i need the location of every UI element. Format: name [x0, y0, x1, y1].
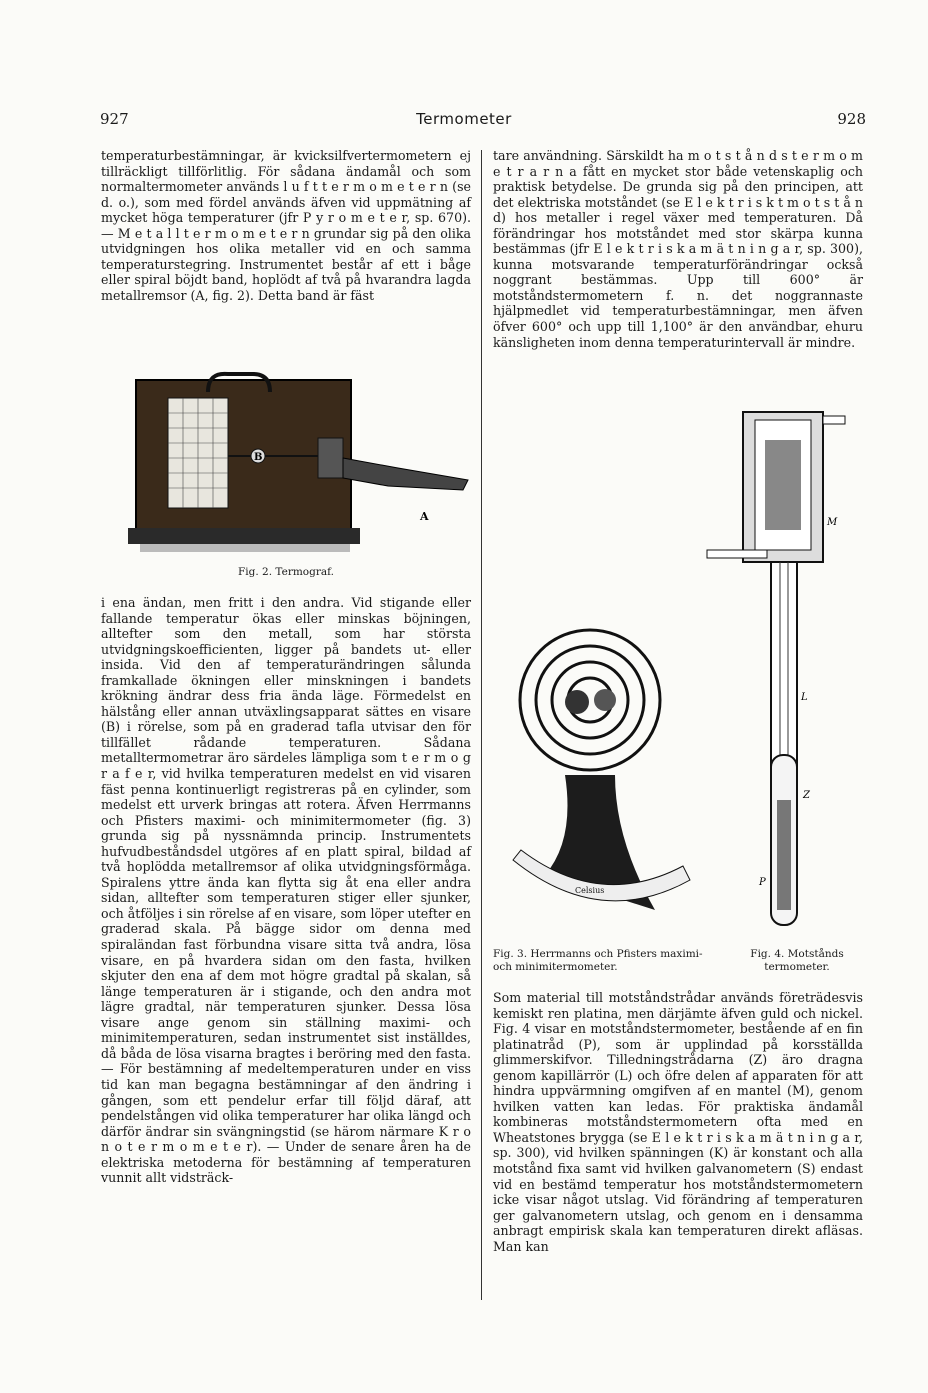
column-1-bottom: [101, 595, 471, 1186]
spiral-thermometer-figure: [505, 600, 705, 930]
column-2-top: [493, 148, 863, 350]
label-p: P: [759, 877, 766, 888]
label-z: Z: [803, 790, 810, 801]
scale-label: Celsius: [575, 886, 605, 895]
label-l: L: [801, 692, 808, 703]
page-number-left: 927: [100, 110, 129, 128]
label-b: B: [254, 452, 263, 463]
paragraph: i ena ändan, men fritt i den andra. Vid stigande eller fallande temperatur ökas eller minskas böjningen, alltefter som den metall, som har största utvidgningskoefficienten, ligger på bandets ut- eller insida. Vid den af temperaturändringen sålunda framkallade ökningen eller minskningen i bandets krökning ändrar dess fria ända läge. Förmedelst en hälstång eller annan utväxlingsapparat sättes en visare (B) i rörelse, som på en graderad tafla utvisar den för tillfället rådande temperaturen. Sådana metalltermometrar äro särdeles lämpliga som t e r m o g r a f e r, vid hvilka temperaturen medelst en vid visaren fäst penna kontinuerligt registreras på en cylinder, som medelst ett urverk bringas att rotera. Äfven Herrmanns och Pfisters maximi- och minimitermometer (fig. 3) grunda sig på nyssnämnda princip. Instrumentets hufvudbeståndsdel utgöres af en platt spiral, bildad af två hoplödda metallremsor af olika utvidgningsförmåga. Spiralens yttre ända kan flytta sig åt ena eller andra sidan, alltefter som temperaturen stiger eller sjunker, och åtföljes i sin rörelse af en visare, som löper utefter en graderad skala. På bägge sidor om denna med spiraländan fast förbundna visare sitta två andra, lösa visare, en på hvardera sidan om den fasta, hvilken skjuter den ena af dem mot högre gradtal på skalan, så länge temperaturen är i stigande, och den andra mot lägre gradtal, när temperaturen sjunker. Dessa lösa visare ange genom sin ställning maximi- och minimitemperaturen, sedan instrumentet sist inställdes, då båda de lösa visarna bragtes i beröring med den fasta. — För bestämning af medeltemperaturen under en viss tid kan man begagna bestämningar af den ändring i gången, som ett pendelur erfar till följd däraf, att pendelstången vid olika temperaturer har olika längd och därför ändrar sin svängningstid (se härom närmare K r o n o t e r m o m e t e r). — Under de senare åren ha de elektriska metoderna för bestämning af temperaturen vunnit allt vidsträck-: [101, 595, 471, 1186]
fig2-caption: Fig. 2. Termograf.: [238, 566, 334, 578]
paragraph: temperaturbestämningar, är kvicksilfvertermometern ej tillräckligt tillförlitlig. För sådana ändamål och som normaltermometer används l u f t t e r m o m e t e r n (se d. o.), som med fördel används äfven vid uppmätning af mycket höga temperaturer (jfr P y r o m e t e r, sp. 670). — M e t a l l t e r m o m e t e r n grundar sig på den olika utvidgningen hos olika metaller vid en och samma temperaturstegring. Instrumentet består af ett i båge eller spiral böjdt band, hoplödt af två på hvarandra lagda metallremsor (A, fig. 2). Detta band är fäst: [101, 148, 471, 303]
paragraph: Som material till motståndstrådar används företrädesvis kemiskt ren platina, men därjämte äfven guld och nickel. Fig. 4 visar en motståndstermometer, bestående af en fin platinatråd (P), som är upplindad på korsställda glimmerskifvor. Tilledningstrådarna (Z) äro dragna genom kapillärrör (L) och öfre delen af apparaten för att hindra uppvärmning omgifven af en mantel (M), genom hvilken vatten kan ledas. För praktiska ändamål kombineras motståndstermometern ofta med en Wheatstones brygga (se E l e k t r i s k a m ä t n i n g a r, sp. 300), vid hvilken spänningen (K) är konstant och alla motstånd fixa samt vid hvilken galvanometern (S) endast vid en bestämd temperatur hos motståndstermometern icke visar något utslag. Vid förändring af temperaturen ger galvanometern utslag, och genom en i densamma anbragt empirisk skala kan temperaturen direkt afläsas. Man kan: [493, 990, 863, 1254]
column-2-bottom: [493, 990, 863, 1254]
fig3-caption: Fig. 3. Herrmanns och Pfisters maximi- och minimitermometer.: [493, 948, 703, 973]
fig4-caption: Fig. 4. Motstånds termometer.: [750, 948, 844, 973]
column-1-top: [101, 148, 471, 303]
thermograph-figure: [128, 368, 478, 558]
paragraph: tare användning. Särskildt ha m o t s t å n d s t e r m o m e t r a r n a fått en mycket stor både vetenskaplig och praktisk betydelse. De grunda sig på den principen, att det elektriska motståndet (se E l e k t r i s k t m o t s t å n d) hos metaller i regel växer med temperaturen. Då förändringar hos motståndet med stor skärpa kunna bestämmas (jfr E l e k t r i s k a m ä t n i n g a r, sp. 300), kunna motsvarande temperaturförändringar också noggrant bestämmas. Upp till 600° är motståndstermometern f. n. det noggrannaste hjälpmedlet vid temperaturbestämningar, men äfven öfver 600° och upp till 1,100° är den användbar, ehuru känsligheten inom denna temperaturintervall är mindre.: [493, 148, 863, 350]
column-divider: [481, 150, 482, 1300]
label-a: A: [420, 510, 429, 523]
page-number-right: 928: [837, 110, 866, 128]
resistance-thermometer-figure: [705, 400, 855, 940]
running-title: Termometer: [416, 110, 512, 128]
label-m: M: [827, 517, 838, 528]
